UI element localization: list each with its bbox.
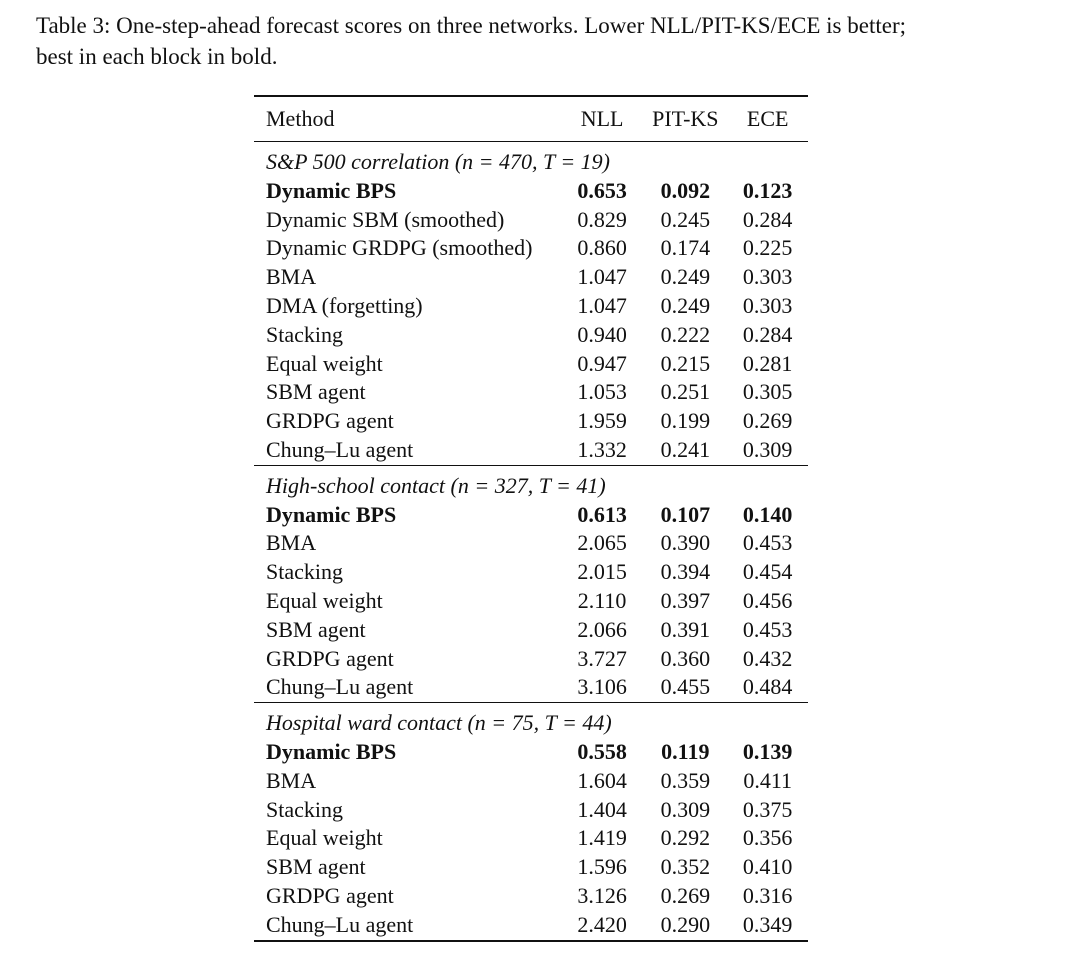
table-row <box>254 911 808 941</box>
cell-pit-ks: 0.390 <box>660 530 711 556</box>
cell-ece: 0.411 <box>743 767 793 793</box>
cell-method: Stacking <box>266 321 343 347</box>
cell-method: Dynamic BPS <box>266 738 397 764</box>
cell-pit-ks: 0.249 <box>660 292 711 318</box>
table-row <box>254 796 808 825</box>
cell-method: GRDPG agent <box>266 645 394 671</box>
table-row <box>254 177 808 206</box>
results-table <box>254 95 808 942</box>
cell-ece: 0.123 <box>742 177 793 203</box>
block-title-name: High-school contact <box>266 472 446 498</box>
cell-pit-ks: 0.245 <box>660 206 711 232</box>
table-row <box>254 673 808 702</box>
table-row <box>254 350 808 379</box>
cell-method: Stacking <box>266 796 343 822</box>
cell-method: Chung–Lu agent <box>254 673 561 702</box>
cell-nll: 1.959 <box>577 408 627 434</box>
cell-ece: 0.456 <box>742 587 793 613</box>
cell-pit-ks: 0.269 <box>660 882 711 908</box>
cell-pit-ks: 0.455 <box>643 673 727 702</box>
cell-ece: 0.269 <box>742 408 793 434</box>
block-title-name: S&P 500 correlation <box>266 149 450 174</box>
cell-ece: 0.454 <box>742 559 793 585</box>
cell-nll: 0.558 <box>577 738 627 764</box>
cell-pit-ks: 0.292 <box>660 825 711 851</box>
table-row <box>254 616 808 645</box>
cell-nll: 0.829 <box>577 206 627 232</box>
block-title <box>254 465 808 500</box>
cell-pit-ks: 0.290 <box>643 911 727 941</box>
table-row <box>254 378 808 407</box>
cell-ece: 0.309 <box>727 436 808 465</box>
cell-method: Stacking <box>266 559 343 585</box>
cell-nll: 1.047 <box>577 264 627 290</box>
cell-ece: 0.303 <box>742 292 793 318</box>
cell-nll: 2.420 <box>561 911 643 941</box>
cell-pit-ks: 0.359 <box>660 767 711 793</box>
cell-ece: 0.432 <box>742 645 793 671</box>
cell-ece: 0.284 <box>742 321 793 347</box>
cell-ece: 0.140 <box>742 501 793 527</box>
cell-nll: 1.053 <box>577 379 627 405</box>
cell-method: BMA <box>266 264 317 290</box>
cell-method: Chung–Lu agent <box>254 436 561 465</box>
cell-pit-ks: 0.309 <box>660 796 711 822</box>
cell-method: GRDPG agent <box>266 408 394 434</box>
cell-ece: 0.303 <box>742 264 793 290</box>
cell-pit-ks: 0.119 <box>661 738 710 764</box>
cell-pit-ks: 0.107 <box>660 501 711 527</box>
cell-method: Dynamic BPS <box>266 177 397 203</box>
block-title <box>254 142 808 177</box>
caption-line-2: best in each block in bold. <box>36 44 278 69</box>
table-row <box>254 529 808 558</box>
cell-method: DMA (forgetting) <box>266 292 423 318</box>
table-row <box>254 645 808 674</box>
table-row <box>254 407 808 436</box>
cell-nll: 0.940 <box>577 321 627 347</box>
cell-pit-ks: 0.251 <box>660 379 711 405</box>
cell-method: Equal weight <box>266 825 383 851</box>
block-title-row <box>254 703 808 738</box>
cell-nll: 3.106 <box>561 673 643 702</box>
cell-method: BMA <box>266 530 317 556</box>
cell-nll: 1.419 <box>577 825 627 851</box>
cell-ece: 0.316 <box>742 882 793 908</box>
cell-method: GRDPG agent <box>266 882 394 908</box>
header-nll: NLL <box>561 96 643 142</box>
cell-ece: 0.484 <box>727 673 808 702</box>
table-row <box>254 767 808 796</box>
table-row <box>254 882 808 911</box>
table-row <box>254 501 808 530</box>
block-title-name: Hospital ward contact <box>266 710 462 736</box>
cell-method: BMA <box>266 767 317 793</box>
cell-pit-ks: 0.241 <box>643 436 727 465</box>
table-caption <box>36 10 1046 72</box>
table-row <box>254 558 808 587</box>
block-title-params: (n = 327, T = 41) <box>445 472 606 498</box>
cell-pit-ks: 0.394 <box>660 559 711 585</box>
cell-nll: 1.596 <box>577 854 627 880</box>
table-row <box>254 234 808 263</box>
cell-pit-ks: 0.174 <box>660 235 711 261</box>
cell-pit-ks: 0.249 <box>660 264 711 290</box>
table-row <box>254 853 808 882</box>
cell-ece: 0.225 <box>742 235 793 261</box>
table-row <box>254 587 808 616</box>
cell-ece: 0.284 <box>742 206 793 232</box>
table-row <box>254 292 808 321</box>
block-title-row <box>254 465 808 500</box>
cell-method: SBM agent <box>266 616 366 642</box>
cell-nll: 0.653 <box>577 177 627 203</box>
cell-nll: 0.613 <box>577 501 627 527</box>
header-pit-ks: PIT-KS <box>643 96 727 142</box>
cell-nll: 2.066 <box>577 616 627 642</box>
block-title-params: (n = 75, T = 44) <box>461 710 612 736</box>
table-row <box>254 824 808 853</box>
cell-pit-ks: 0.391 <box>660 616 711 642</box>
caption-line-1: Table 3: One-step-ahead forecast scores on three networks. Lower NLL/PIT-KS/ECE is better; <box>36 13 906 38</box>
cell-method: SBM agent <box>266 379 366 405</box>
cell-ece: 0.139 <box>742 738 793 764</box>
cell-ece: 0.356 <box>742 825 793 851</box>
cell-nll: 1.404 <box>577 796 627 822</box>
table-row <box>254 263 808 292</box>
header-ece: ECE <box>727 96 808 142</box>
cell-ece: 0.281 <box>742 350 793 376</box>
cell-nll: 2.015 <box>577 559 627 585</box>
header-method: Method <box>254 96 561 142</box>
cell-ece: 0.453 <box>742 616 793 642</box>
cell-pit-ks: 0.352 <box>660 854 711 880</box>
table-row <box>254 436 808 465</box>
cell-nll: 1.047 <box>577 292 627 318</box>
cell-nll: 2.065 <box>577 530 627 556</box>
cell-nll: 0.860 <box>577 235 627 261</box>
cell-pit-ks: 0.215 <box>660 350 711 376</box>
table-row <box>254 321 808 350</box>
table-header-row <box>254 96 808 142</box>
table-body <box>254 142 808 941</box>
block-title-row <box>254 142 808 177</box>
cell-method: SBM agent <box>266 854 366 880</box>
cell-ece: 0.349 <box>727 911 808 941</box>
cell-nll: 3.126 <box>577 882 627 908</box>
cell-nll: 0.947 <box>577 350 627 376</box>
cell-ece: 0.375 <box>742 796 793 822</box>
table-row <box>254 738 808 767</box>
cell-pit-ks: 0.397 <box>660 587 711 613</box>
cell-method: Chung–Lu agent <box>254 911 561 941</box>
table-row <box>254 206 808 235</box>
cell-nll: 1.332 <box>561 436 643 465</box>
cell-method: Dynamic BPS <box>266 501 397 527</box>
cell-method: Equal weight <box>266 587 383 613</box>
cell-ece: 0.305 <box>742 379 793 405</box>
results-table-container <box>254 95 808 942</box>
cell-pit-ks: 0.199 <box>660 408 711 434</box>
cell-nll: 1.604 <box>577 767 627 793</box>
cell-pit-ks: 0.360 <box>660 645 711 671</box>
block-title-params: (n = 470, T = 19) <box>449 149 611 174</box>
cell-ece: 0.453 <box>742 530 793 556</box>
cell-method: Equal weight <box>266 350 383 376</box>
cell-nll: 3.727 <box>577 645 627 671</box>
cell-pit-ks: 0.092 <box>660 177 711 203</box>
cell-nll: 2.110 <box>577 587 627 613</box>
cell-method: Dynamic SBM (smoothed) <box>266 206 505 232</box>
cell-ece: 0.410 <box>742 854 793 880</box>
block-title <box>254 703 808 738</box>
cell-pit-ks: 0.222 <box>660 321 711 347</box>
cell-method: Dynamic GRDPG (smoothed) <box>266 235 533 261</box>
